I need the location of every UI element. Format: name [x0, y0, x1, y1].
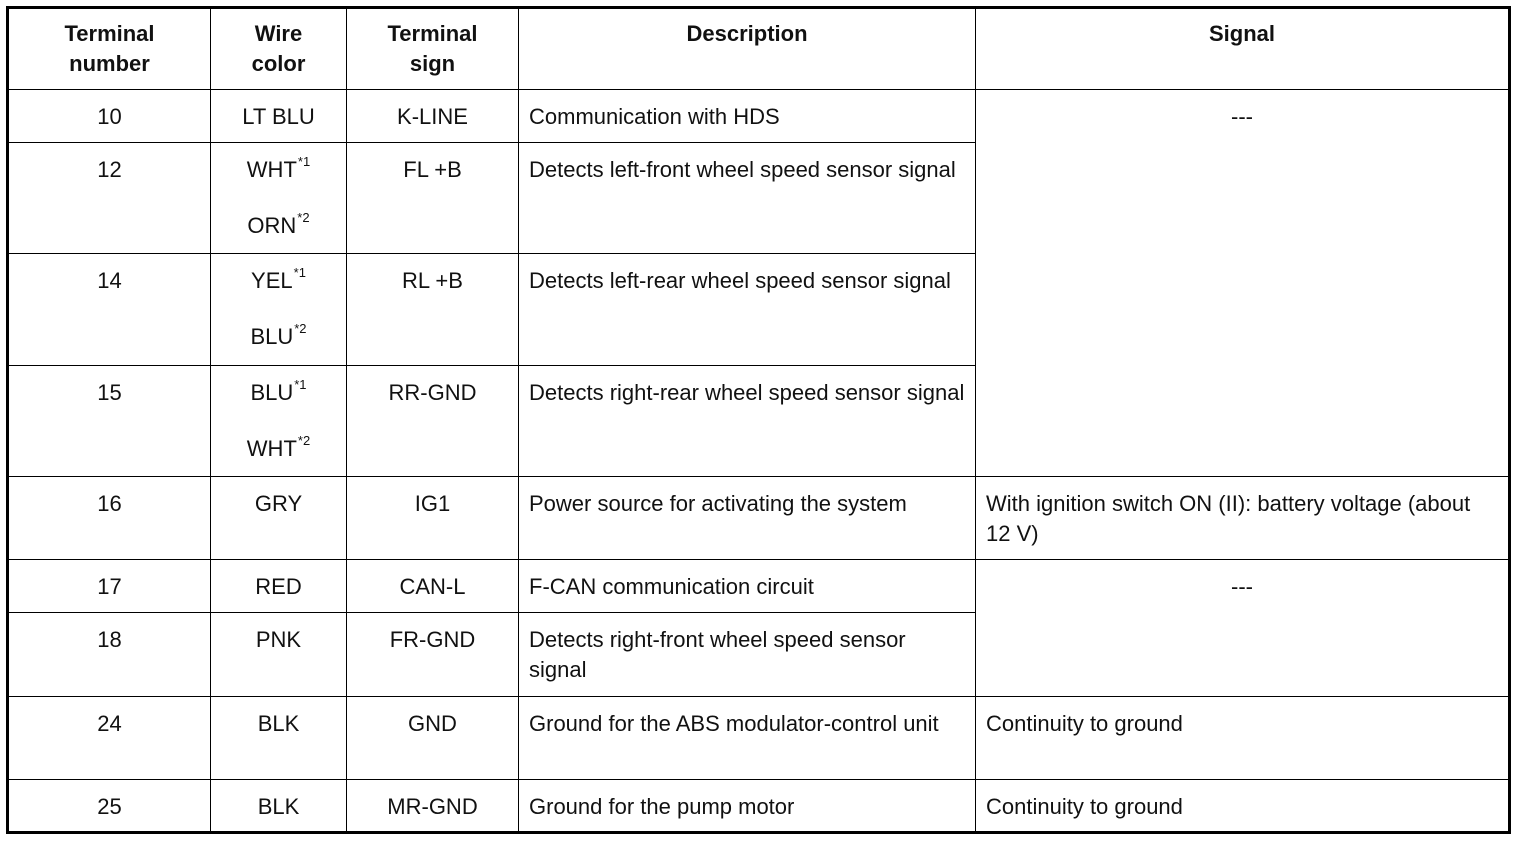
- wire-color: RED: [211, 560, 347, 613]
- table-row: [8, 90, 1510, 143]
- wire-color: PNK: [211, 613, 347, 696]
- footnote-mark: *1: [294, 376, 307, 392]
- header-description: Description: [519, 8, 976, 90]
- terminal-sign: FR-GND: [347, 613, 519, 696]
- header-terminal-sign: Terminal sign: [347, 8, 519, 90]
- table-row: [8, 477, 1510, 560]
- signal: Continuity to ground: [976, 779, 1510, 832]
- terminal-number: 24: [8, 696, 211, 779]
- terminal-number: 14: [8, 254, 211, 365]
- description: F-CAN communication circuit: [519, 560, 976, 613]
- footnote-mark: *2: [297, 432, 311, 448]
- wire-color: YEL$^{*1}$ BLU$^{*2}$: [211, 254, 347, 365]
- footnote-mark: *2: [297, 210, 310, 226]
- wire-color: GRY: [211, 477, 347, 560]
- table-header-row: [8, 8, 1510, 90]
- terminal-number: 18: [8, 613, 211, 696]
- terminal-number: 17: [8, 560, 211, 613]
- table-row: [8, 779, 1510, 832]
- terminal-number: 25: [8, 779, 211, 832]
- description: Detects left-front wheel speed sensor signal: [519, 143, 976, 254]
- terminal-number: 10: [8, 90, 211, 143]
- footnote-mark: *1: [293, 265, 306, 281]
- terminal-sign: RL +B: [347, 254, 519, 365]
- description: Detects right-front wheel speed sensor signal: [519, 613, 976, 696]
- header-signal: Signal: [976, 8, 1510, 90]
- terminal-number: 12: [8, 143, 211, 254]
- signal: ---: [976, 90, 1510, 477]
- terminal-sign: IG1: [347, 477, 519, 560]
- header-terminal-number: Terminal number: [8, 8, 211, 90]
- wire-color: BLK: [211, 696, 347, 779]
- table-row: [8, 696, 1510, 779]
- footnote-mark: *2: [294, 321, 307, 337]
- wire-color: LT BLU: [211, 90, 347, 143]
- wire-color: BLK: [211, 779, 347, 832]
- description: Ground for the ABS modulator-control unit: [519, 696, 976, 779]
- signal: Continuity to ground: [976, 696, 1510, 779]
- wire-color: WHT$^{*1}$ ORN$^{*2}$: [211, 143, 347, 254]
- terminal-sign: CAN-L: [347, 560, 519, 613]
- terminal-sign: MR-GND: [347, 779, 519, 832]
- terminal-sign: GND: [347, 696, 519, 779]
- table-row: [8, 560, 1510, 613]
- description: Communication with HDS: [519, 90, 976, 143]
- description: Power source for activating the system: [519, 477, 976, 560]
- footnote-mark: *1: [297, 154, 311, 170]
- signal: ---: [976, 560, 1510, 696]
- description: Detects right-rear wheel speed sensor signal: [519, 365, 976, 476]
- terminal-table: [6, 6, 1511, 834]
- header-wire-color: Wire color: [211, 8, 347, 90]
- terminal-sign: K-LINE: [347, 90, 519, 143]
- description: Ground for the pump motor: [519, 779, 976, 832]
- signal: With ignition switch ON (II): battery voltage (about 12 V): [976, 477, 1510, 560]
- terminal-sign: FL +B: [347, 143, 519, 254]
- wire-color: BLU$^{*1}$ WHT$^{*2}$: [211, 365, 347, 476]
- description: Detects left-rear wheel speed sensor signal: [519, 254, 976, 365]
- terminal-number: 16: [8, 477, 211, 560]
- terminal-number: 15: [8, 365, 211, 476]
- terminal-sign: RR-GND: [347, 365, 519, 476]
